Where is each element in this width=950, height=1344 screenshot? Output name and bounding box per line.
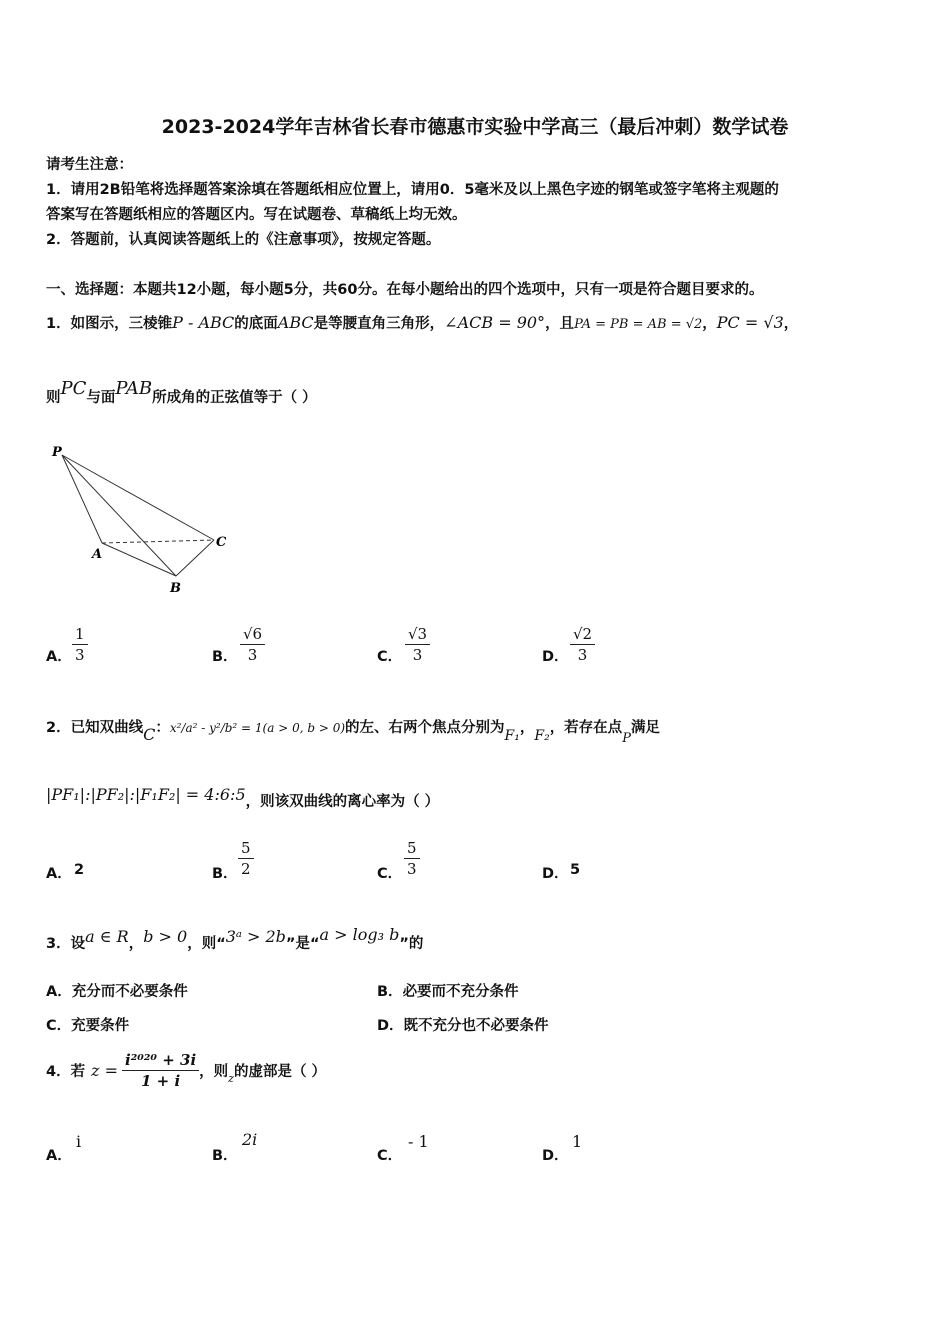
q3-text: ，则“ [187, 936, 226, 952]
q2-text: ， [519, 720, 535, 736]
tetrahedron-figure [44, 440, 244, 600]
point-b-label: B [170, 581, 181, 596]
q3-option-c [46, 1014, 129, 1035]
q2-equation: x²/a² - y²/b² = 1(a > 0, b > 0) [169, 721, 346, 735]
q1-text: 是等腰直角三角形， [313, 316, 445, 332]
q2-option-b-label: B． [212, 866, 238, 882]
option-label: C． [46, 1018, 72, 1034]
q2-option-b-value [238, 838, 254, 879]
q1-option-b-label: B． [212, 649, 238, 665]
q2-text: ： [155, 720, 170, 736]
q1-option-c-label: C． [377, 649, 403, 665]
frac-den: 3 [75, 646, 85, 664]
q2-math: C [143, 725, 156, 744]
q4-option-a-value: i [76, 1132, 82, 1151]
q1-math: P - ABC [172, 313, 235, 332]
option-text: 充分而不必要条件 [71, 984, 188, 1000]
q4-option-c-value: - 1 [408, 1132, 429, 1151]
frac-den: 1 + i [141, 1072, 181, 1090]
q2-option-d-label: D． [542, 866, 569, 882]
q1-option-b-value [240, 624, 265, 665]
q3-option-b [377, 980, 519, 1001]
option-text: 充要条件 [71, 1018, 130, 1034]
q4-option-b-label: B． [212, 1148, 238, 1164]
frac-num: i²⁰²⁰ + 3i [122, 1050, 199, 1071]
q1-text: ， [783, 316, 799, 332]
option-label: D． [377, 1018, 404, 1034]
frac-num: √3 [405, 624, 430, 645]
q4-text: 4．若 [46, 1064, 86, 1080]
q2-text: 2．已知双曲线 [46, 720, 144, 736]
q3-option-a [46, 980, 188, 1001]
q2-focus-1: F₁ [504, 728, 520, 744]
q2-option-a-value: 2 [74, 862, 85, 878]
frac-num: 5 [404, 838, 420, 859]
option-label: A． [46, 984, 72, 1000]
frac-den: 2 [241, 860, 251, 878]
q1-text: 的底面 [234, 316, 278, 332]
q2-line-1 [46, 716, 660, 746]
q2-option-d-value: 5 [570, 862, 581, 878]
q3-line [46, 925, 424, 953]
q2-line-2 [46, 785, 440, 811]
point-p-label: P [52, 445, 62, 460]
q3-text: ”是“ [285, 936, 320, 952]
q1-math: PC [60, 378, 87, 399]
q2-text: 的左、右两个焦点分别为 [345, 720, 505, 736]
notice-heading: 请考生注意： [46, 157, 133, 173]
q4-text: 的虚部是（ ） [233, 1064, 327, 1080]
q1-text: 1．如图示，三棱锥 [46, 316, 173, 332]
q1-math: PC = √3 [716, 313, 784, 332]
page-title: 2023-2024学年吉林省长春市德惠市实验中学高三（最后冲刺）数学试卷 [161, 116, 789, 138]
q1-text: 与面 [86, 390, 116, 406]
q4-text: ，则 [199, 1064, 229, 1080]
q4-option-a-label: A． [46, 1148, 72, 1164]
q1-math: PAB [115, 378, 153, 399]
q1-line-2 [46, 378, 317, 407]
q4-option-b-value: 2i [242, 1130, 258, 1149]
q1-option-d-value [570, 624, 595, 665]
q1-option-a-value [72, 624, 88, 665]
frac-num: 1 [72, 624, 88, 645]
q1-text: ，且 [545, 316, 575, 332]
frac-num: √6 [240, 624, 265, 645]
frac-den: 3 [407, 860, 417, 878]
q3-math: 3ᵃ > 2b [225, 927, 286, 946]
q3-text: ”的 [399, 936, 424, 952]
q1-text: 所成角的正弦值等于（ ） [152, 390, 317, 406]
q1-math: ABC [277, 313, 314, 332]
q1-option-c-value [405, 624, 430, 665]
q3-math: b > 0 [143, 927, 188, 946]
q1-text: 则 [46, 390, 61, 406]
section-heading: 一、选择题：本题共12小题，每小题5分，共60分。在每小题给出的四个选项中，只有一项是符合题目要求的。 [46, 282, 764, 298]
option-text: 既不充分也不必要条件 [403, 1018, 549, 1034]
point-c-label: C [216, 535, 227, 550]
q2-option-c-label: C． [377, 866, 403, 882]
q2-option-c-value [404, 838, 420, 879]
q1-text: ， [702, 316, 717, 332]
option-text: 必要而不充分条件 [402, 984, 519, 1000]
q4-option-d-value: 1 [572, 1132, 583, 1151]
q3-text: 3．设 [46, 936, 86, 952]
q4-option-d-label: D． [542, 1148, 569, 1164]
option-label: B． [377, 984, 403, 1000]
frac-num: 5 [238, 838, 254, 859]
q4-line [46, 1050, 326, 1091]
q3-math: a > log₃ b [319, 925, 400, 944]
q1-option-d-label: D． [542, 649, 569, 665]
frac-num: √2 [570, 624, 595, 645]
q4-math: z = [91, 1061, 119, 1080]
notice-line-2: 答案写在答题纸相应的答题区内。写在试题卷、草稿纸上均无效。 [46, 207, 467, 223]
q2-text: ，若存在点 [549, 720, 623, 736]
notice-line-3: 2．答题前，认真阅读答题纸上的《注意事项》，按规定答题。 [46, 232, 441, 248]
q4-math: z [228, 1072, 234, 1085]
notice-line-1: 1．请用2B铅笔将选择题答案涂填在答题纸相应位置上，请用0．5毫米及以上黑色字迹的钢笔或签字笔将主观题的 [46, 182, 779, 198]
q2-text: 满足 [630, 720, 660, 736]
q3-math: a ∈ R [85, 927, 129, 946]
q3-text: ， [128, 936, 144, 952]
q2-point: P [622, 731, 631, 746]
frac-den: 3 [247, 646, 258, 664]
frac-den: 3 [412, 646, 423, 664]
q1-line-1 [46, 312, 798, 333]
q2-ratio: |PF₁|:|PF₂|:|F₁F₂| = 4:6:5 [46, 785, 246, 804]
q2-option-a-label: A． [46, 866, 72, 882]
point-a-label: A [92, 547, 103, 562]
q2-text: ，则该双曲线的离心率为（ ） [245, 794, 440, 810]
q1-math: PA = PB = AB = √2 [574, 317, 703, 332]
frac-den: 3 [577, 646, 588, 664]
q1-math: ∠ACB = 90° [444, 313, 546, 332]
q3-option-d [377, 1014, 549, 1035]
q4-option-c-label: C． [377, 1148, 403, 1164]
q2-focus-2: F₂ [534, 728, 550, 744]
q1-option-a-label: A． [46, 649, 72, 665]
